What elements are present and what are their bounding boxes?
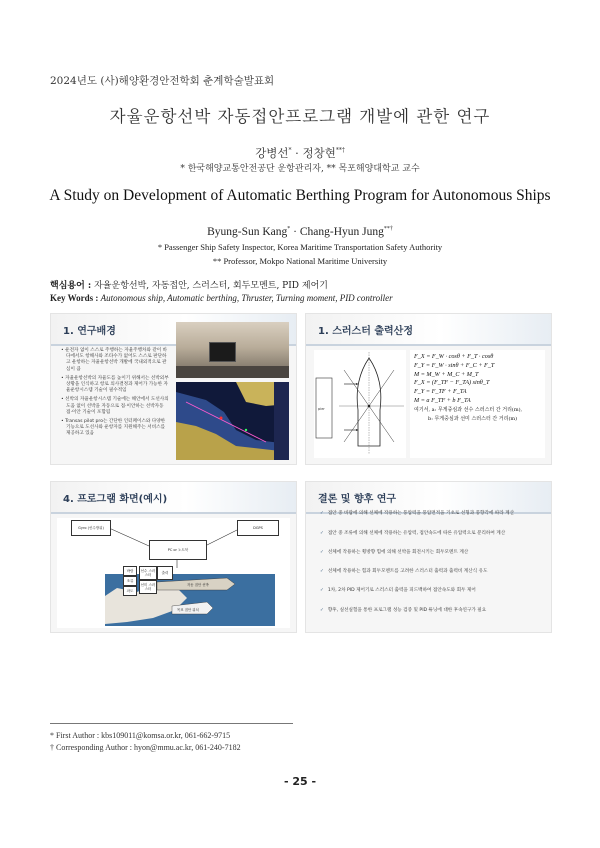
keywords-korean (50, 278, 328, 291)
page-number: - 25 - (283, 775, 317, 788)
panel-strip (176, 366, 289, 378)
equation-note: b: 무게중심과 선미 스러스터 간 거리(m) (428, 415, 518, 422)
title-english: A Study on Development of Automatic Berthing Program for Autonomous Ships (49, 187, 551, 204)
equation-line: F_X = F_W · cosθ + F_T · cosθ (414, 353, 494, 360)
bullet-list (61, 348, 169, 441)
ship-label: 자동 접안 선박 (187, 583, 209, 587)
slide-rule (51, 512, 296, 514)
list-item: • Transas pilot pro는 간단한 인터페이스와 다양한 기능으로 도선사와 운항자를 지원해주는 서비스를 제공하고 있음 (61, 419, 166, 437)
keywords-english-label: Key Words : (50, 293, 99, 303)
author-sep: · (291, 146, 303, 160)
author-2-en-mark: **† (383, 226, 393, 233)
slide-heading: 1. 연구배경 (63, 326, 116, 337)
title-korean: 자율운항선박 자동접안프로그램 개발에 관한 연구 (109, 107, 491, 126)
author-2-mark: **† (335, 147, 345, 155)
input-wind-box: 바람 (123, 566, 137, 576)
keywords-korean-text: 자율운항선박, 자동접안, 스러스터, 회두모멘트, PID 제어기 (94, 281, 328, 291)
equations (410, 350, 545, 426)
author-1: 강병선 (255, 146, 289, 160)
force-diagram-svg (314, 350, 406, 458)
conclusion-item: ✓ 선체에 작용하는 횡방향 힘에 의해 선박을 회전시키는 회두모멘트 계산 (320, 550, 469, 555)
check-icon: ✓ (320, 588, 324, 593)
slide-program-screen (50, 481, 297, 633)
slide-heading: 결론 및 향후 연구 (318, 494, 397, 505)
slide-heading: 4. 프로그램 화면(예시) (63, 494, 168, 505)
footnote-mark: * (50, 731, 54, 740)
author-1-mark: * (288, 147, 292, 155)
check-icon: ✓ (320, 608, 324, 613)
keywords-english (50, 293, 393, 303)
conclusion-item: ✓ 접안 중 바람에 의해 선체에 작용하는 풍압력을 풍압면적을 기초로 선형과 풍향각에 따라 계산 (320, 511, 515, 516)
authors-english (0, 226, 600, 238)
check-icon: ✓ (320, 511, 324, 516)
list-item: • 자율운항선박의 자율도를 높이기 위해서는 선박외부 상황을 인식하고 항로 의사결정과 제어가 가능한 자율운항시스템 기술이 필수적임 (61, 375, 169, 394)
keywords-korean-label: 핵심용어 : (50, 281, 92, 291)
list-item: • 운전자 없이 스스로 주행하는 자율주행차와 같이 바다에서도 항해사와 조타수가 없어도 스스로 판단하고 운항하는 자율운항선박 개발에 국내외적으로 관심이 큼 (61, 348, 168, 372)
keywords-english-text: Autonomous ship, Automatic berthing, Thruster, Turning moment, PID controller (100, 293, 393, 303)
footnote-first-author (50, 731, 230, 740)
footnote-text: First Author : kbs109011@komsa.or.kr, 061-662-9715 (56, 731, 231, 740)
pier-label: pier (318, 407, 325, 411)
slide-thruster-output (305, 313, 552, 465)
equation-line: F_X = (F_TF − F_TA) sinθ_T (414, 379, 490, 387)
force-diagram (314, 350, 406, 458)
list-item: • 선박의 자율운항시스템 기술에는 해안에서 도선사의 도움 없이 선박을 자동으로 접·이안하는 선박자동 접·이안 기술이 포함됨 (61, 397, 169, 415)
author-2: 정창현 (302, 146, 336, 160)
conclusion-item: ✓ 선체에 작용하는 힘과 회두모멘트를 고려한 스러스터 출력과 출력비 계산식 유도 (320, 569, 488, 574)
berth-label: 목표 접안 위치 (177, 608, 199, 612)
equation-line: M = a F_TF + b F_TA (414, 396, 471, 404)
equation-line: F_Y = F_TF + F_TA (414, 388, 467, 396)
check-icon: ✓ (320, 569, 324, 574)
equation-panel (410, 350, 545, 458)
equation-line: F_Y = F_W · sinθ + F_C + F_T (414, 361, 495, 369)
author-1-en: Byung-Sun Kang (207, 226, 288, 238)
device-screen (209, 342, 236, 362)
slide-rule (306, 344, 551, 346)
bridge-device-photo (176, 322, 289, 378)
output-box: 출력 (157, 566, 173, 580)
bow-thruster-box: 선수 스러스터 (139, 566, 157, 580)
check-icon: ✓ (320, 531, 324, 536)
stern-thruster-box: 선미 스러스터 (139, 580, 157, 594)
chart-svg (176, 382, 289, 460)
conclusion-item: ✓ 접안 중 조류에 의해 선체에 작용하는 유압력, 접안속도에 따른 유압력으로 분리하여 계산 (320, 531, 506, 536)
conclusion-item: ✓ 1차, 2차 PID 제어기로 스러스터 출력을 피드백하여 접안속도와 회두 제어 (320, 588, 476, 593)
equation-line: M = M_W + M_C + M_T (414, 370, 479, 378)
equation-note: 여기서, a: 무게중심과 선수 스러스터 간 거리(m), (414, 406, 523, 413)
system-diagram (57, 518, 290, 628)
footnote-corresponding-author (50, 743, 241, 752)
conference-name: 2024년도 (사)해양환경안전학회 춘계학술발표회 (50, 75, 275, 87)
input-wave-box: 파도 (123, 586, 137, 596)
slide-heading: 1. 스러스터 출력산정 (318, 326, 413, 337)
affiliation-english-1: * Passenger Ship Safety Inspector, Korea Maritime Transportation Safety Authority (157, 242, 443, 252)
dgps-box: DGPS (237, 520, 279, 536)
input-current-box: 조류 (123, 576, 137, 586)
authors-korean (0, 145, 600, 161)
pc-box: PC or 노트북 (149, 540, 207, 560)
gyro-box: Gyro (선수방위) (71, 520, 111, 536)
slide-conclusion (305, 481, 552, 633)
author-sep-en: · (290, 226, 300, 238)
check-icon: ✓ (320, 550, 324, 555)
footnote-mark: † (50, 743, 54, 752)
navigation-chart-screenshot (176, 382, 289, 460)
affiliation-korean: * 한국해양교통안전공단 운항관리자, ** 목포해양대학교 교수 (180, 164, 420, 174)
affiliation-english-2: ** Professor, Mokpo National Maritime University (212, 256, 388, 266)
author-2-en: Chang-Hyun Jung (299, 226, 384, 238)
footnote-text: Corresponding Author : hyon@mmu.ac.kr, 061-240-7182 (56, 743, 241, 752)
slide-research-background (50, 313, 297, 465)
footnote-rule (50, 723, 293, 724)
author-1-en-mark: * (287, 226, 291, 233)
conclusion-item: ✓ 향후, 실선실험을 통한 프로그램 성능 검증 및 PID 튜닝에 대한 후속연구가 필요 (320, 608, 487, 613)
